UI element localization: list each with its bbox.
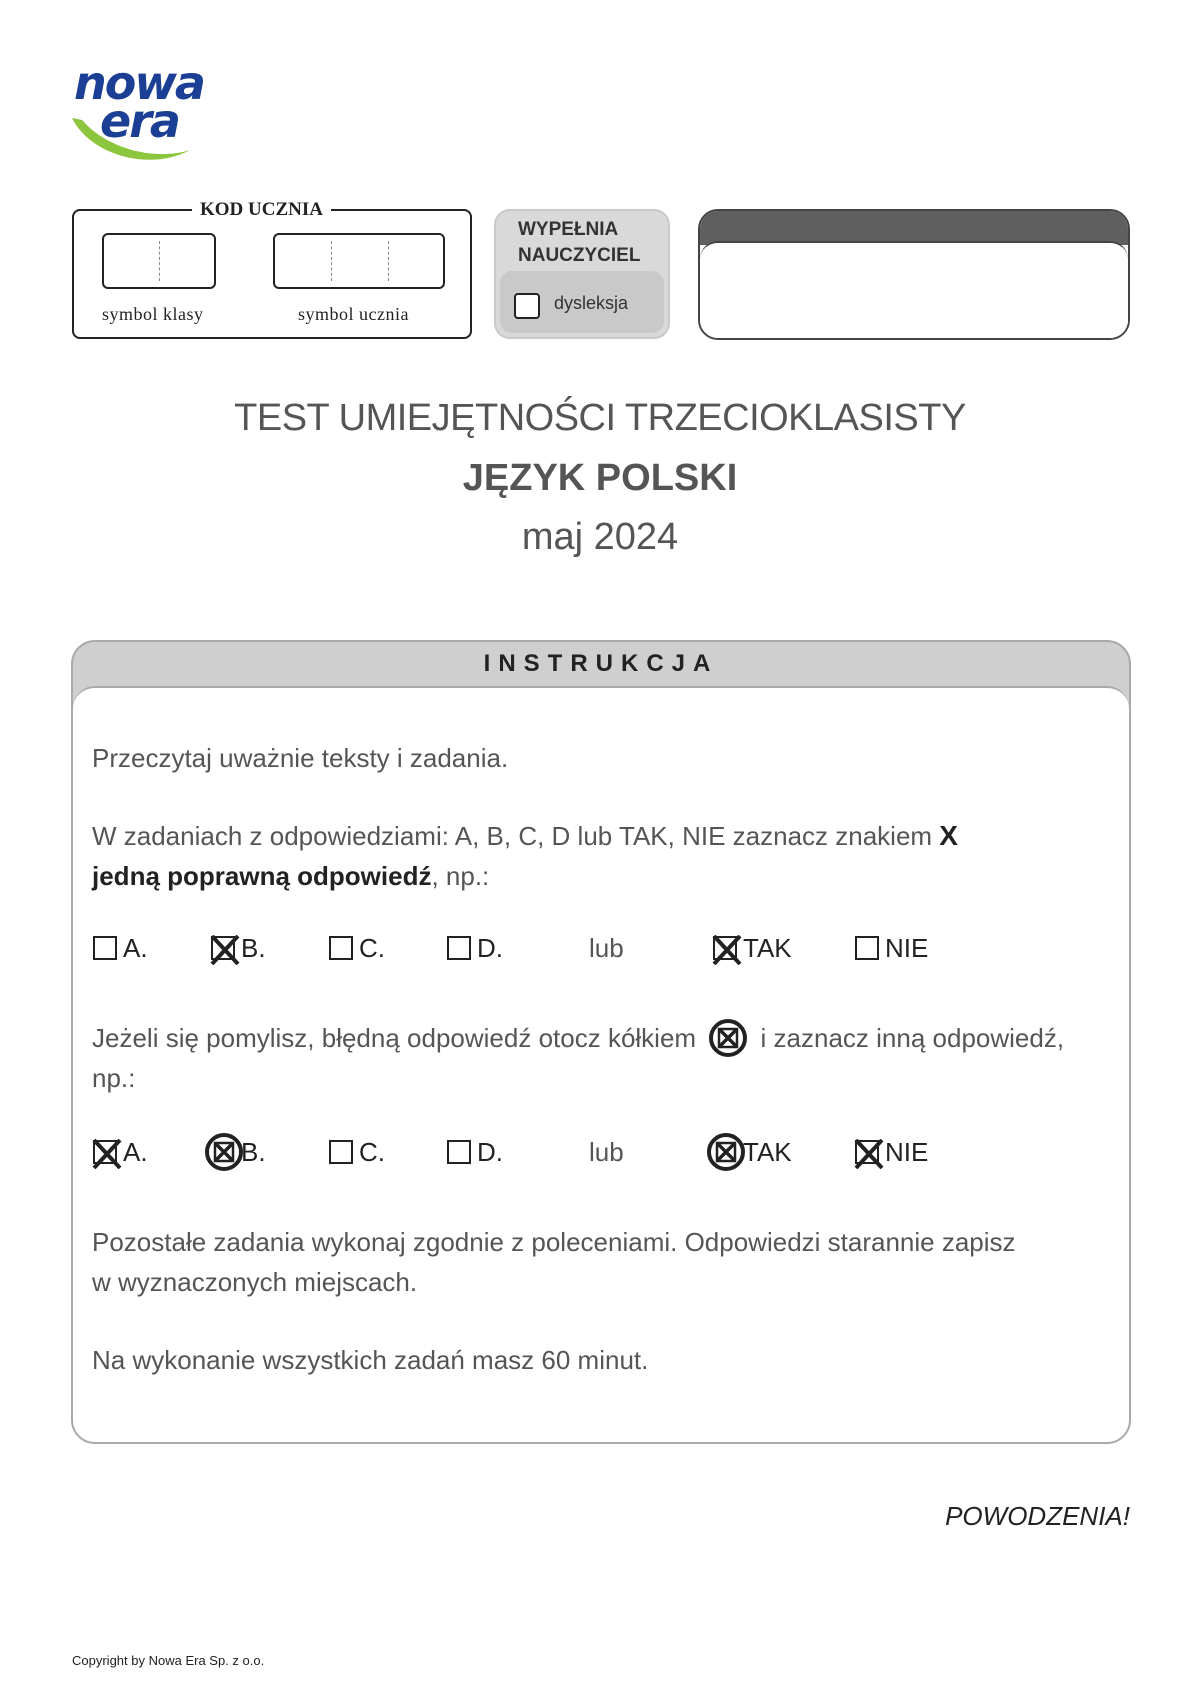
instruction-mistake-np: np.: [92, 1063, 136, 1093]
test-code-box-field[interactable] [700, 241, 1128, 338]
x-mark-icon [854, 1139, 884, 1169]
instruction-mark-text: W zadaniach z odpowiedziami: A, B, C, D lub TAK, NIE zaznacz znakiem [92, 821, 933, 851]
logo-word-era: era [100, 94, 179, 148]
example-row-2 [73, 1132, 1073, 1172]
circled-x-icon [205, 1133, 243, 1171]
teacher-fill-box [494, 209, 670, 339]
option-label: C. [359, 933, 385, 963]
option-checkbox [855, 936, 879, 960]
class-symbol-label: symbol klasy [102, 304, 204, 324]
good-luck-text: POWODZENIA! [945, 1501, 1130, 1531]
option-label: C. [359, 1137, 385, 1167]
option-label: B. [241, 1137, 266, 1167]
option-checkbox-marked [93, 1140, 117, 1164]
test-code-box-header [700, 211, 1128, 245]
digit-separator [331, 241, 332, 281]
option-checkbox [93, 936, 117, 960]
digit-separator [159, 241, 160, 281]
circled-x-icon [709, 1019, 747, 1057]
option-checkbox-marked [211, 936, 235, 960]
instruction-time-limit: Na wykonanie wszystkich zadań masz 60 minut. [92, 1345, 649, 1375]
option-checkbox-marked [713, 936, 737, 960]
instruction-mistake-text-b: i zaznacz inną odpowiedź, [760, 1023, 1065, 1053]
instruction-mark-bold: jedną poprawną odpowiedź [92, 861, 432, 891]
option-label: A. [123, 933, 148, 963]
option-checkbox [329, 936, 353, 960]
dyslexia-checkbox[interactable] [514, 293, 540, 319]
student-code-title: KOD UCZNIA [192, 197, 331, 223]
subject-title: JĘZYK POLSKI [462, 457, 738, 499]
dyslexia-label: dysleksja [554, 293, 629, 313]
or-label: lub [589, 933, 624, 963]
x-mark-symbol: X [939, 820, 958, 851]
copyright-text: Copyright by Nowa Era Sp. z o.o. [72, 1653, 265, 1668]
student-symbol-input[interactable] [273, 233, 445, 289]
nowa-era-logo [70, 56, 220, 170]
instructions-heading: INSTRUKCJA [483, 650, 719, 677]
option-label: D. [477, 933, 503, 963]
option-label: NIE [885, 1137, 929, 1167]
student-symbol-label: symbol ucznia [298, 304, 409, 324]
instructions-panel [71, 640, 1131, 1444]
option-label: B. [241, 933, 266, 963]
option-label: D. [477, 1137, 503, 1167]
instruction-other-tasks [92, 1222, 1102, 1302]
instruction-mistake-text-a: Jeżeli się pomylisz, błędną odpowiedź otocz kółkiem [92, 1023, 697, 1053]
example-row-1 [73, 928, 1073, 968]
logo-swoosh-icon [70, 56, 220, 170]
instruction-other-tasks-a: Pozostałe zadania wykonaj zgodnie z poleceniami. Odpowiedzi starannie zapisz [92, 1227, 1016, 1257]
option-label: NIE [885, 933, 929, 963]
digit-separator [388, 241, 389, 281]
student-code-box [72, 199, 472, 339]
test-date: maj 2024 [521, 516, 679, 558]
instruction-mark-answer [92, 816, 1102, 896]
x-mark-icon [210, 935, 240, 965]
dyslexia-row [500, 271, 664, 333]
option-checkbox [447, 1140, 471, 1164]
instruction-other-tasks-b: w wyznaczonych miejscach. [92, 1267, 418, 1297]
teacher-fill-title: WYPEŁNIA NAUCZYCIEL [518, 219, 641, 266]
instruction-mistake [92, 1018, 1102, 1098]
x-mark-icon [712, 935, 742, 965]
option-checkbox-marked [855, 1140, 879, 1164]
test-title: TEST UMIEJĘTNOŚCI TRZECIOKLASISTY [234, 397, 966, 439]
class-symbol-input[interactable] [102, 233, 216, 289]
option-label: A. [123, 1137, 148, 1167]
option-checkbox [329, 1140, 353, 1164]
instruction-read: Przeczytaj uważnie teksty i zadania. [92, 743, 509, 773]
option-label: TAK [743, 1137, 792, 1167]
option-label: TAK [743, 933, 792, 963]
instructions-body [73, 686, 1129, 1442]
or-label: lub [589, 1137, 624, 1167]
option-checkbox [447, 936, 471, 960]
instruction-mark-np: , np.: [431, 861, 490, 891]
test-code-box [698, 209, 1130, 340]
x-mark-icon [92, 1139, 122, 1169]
circled-x-icon [707, 1133, 745, 1171]
logo-word-nowa: nowa [74, 56, 204, 110]
